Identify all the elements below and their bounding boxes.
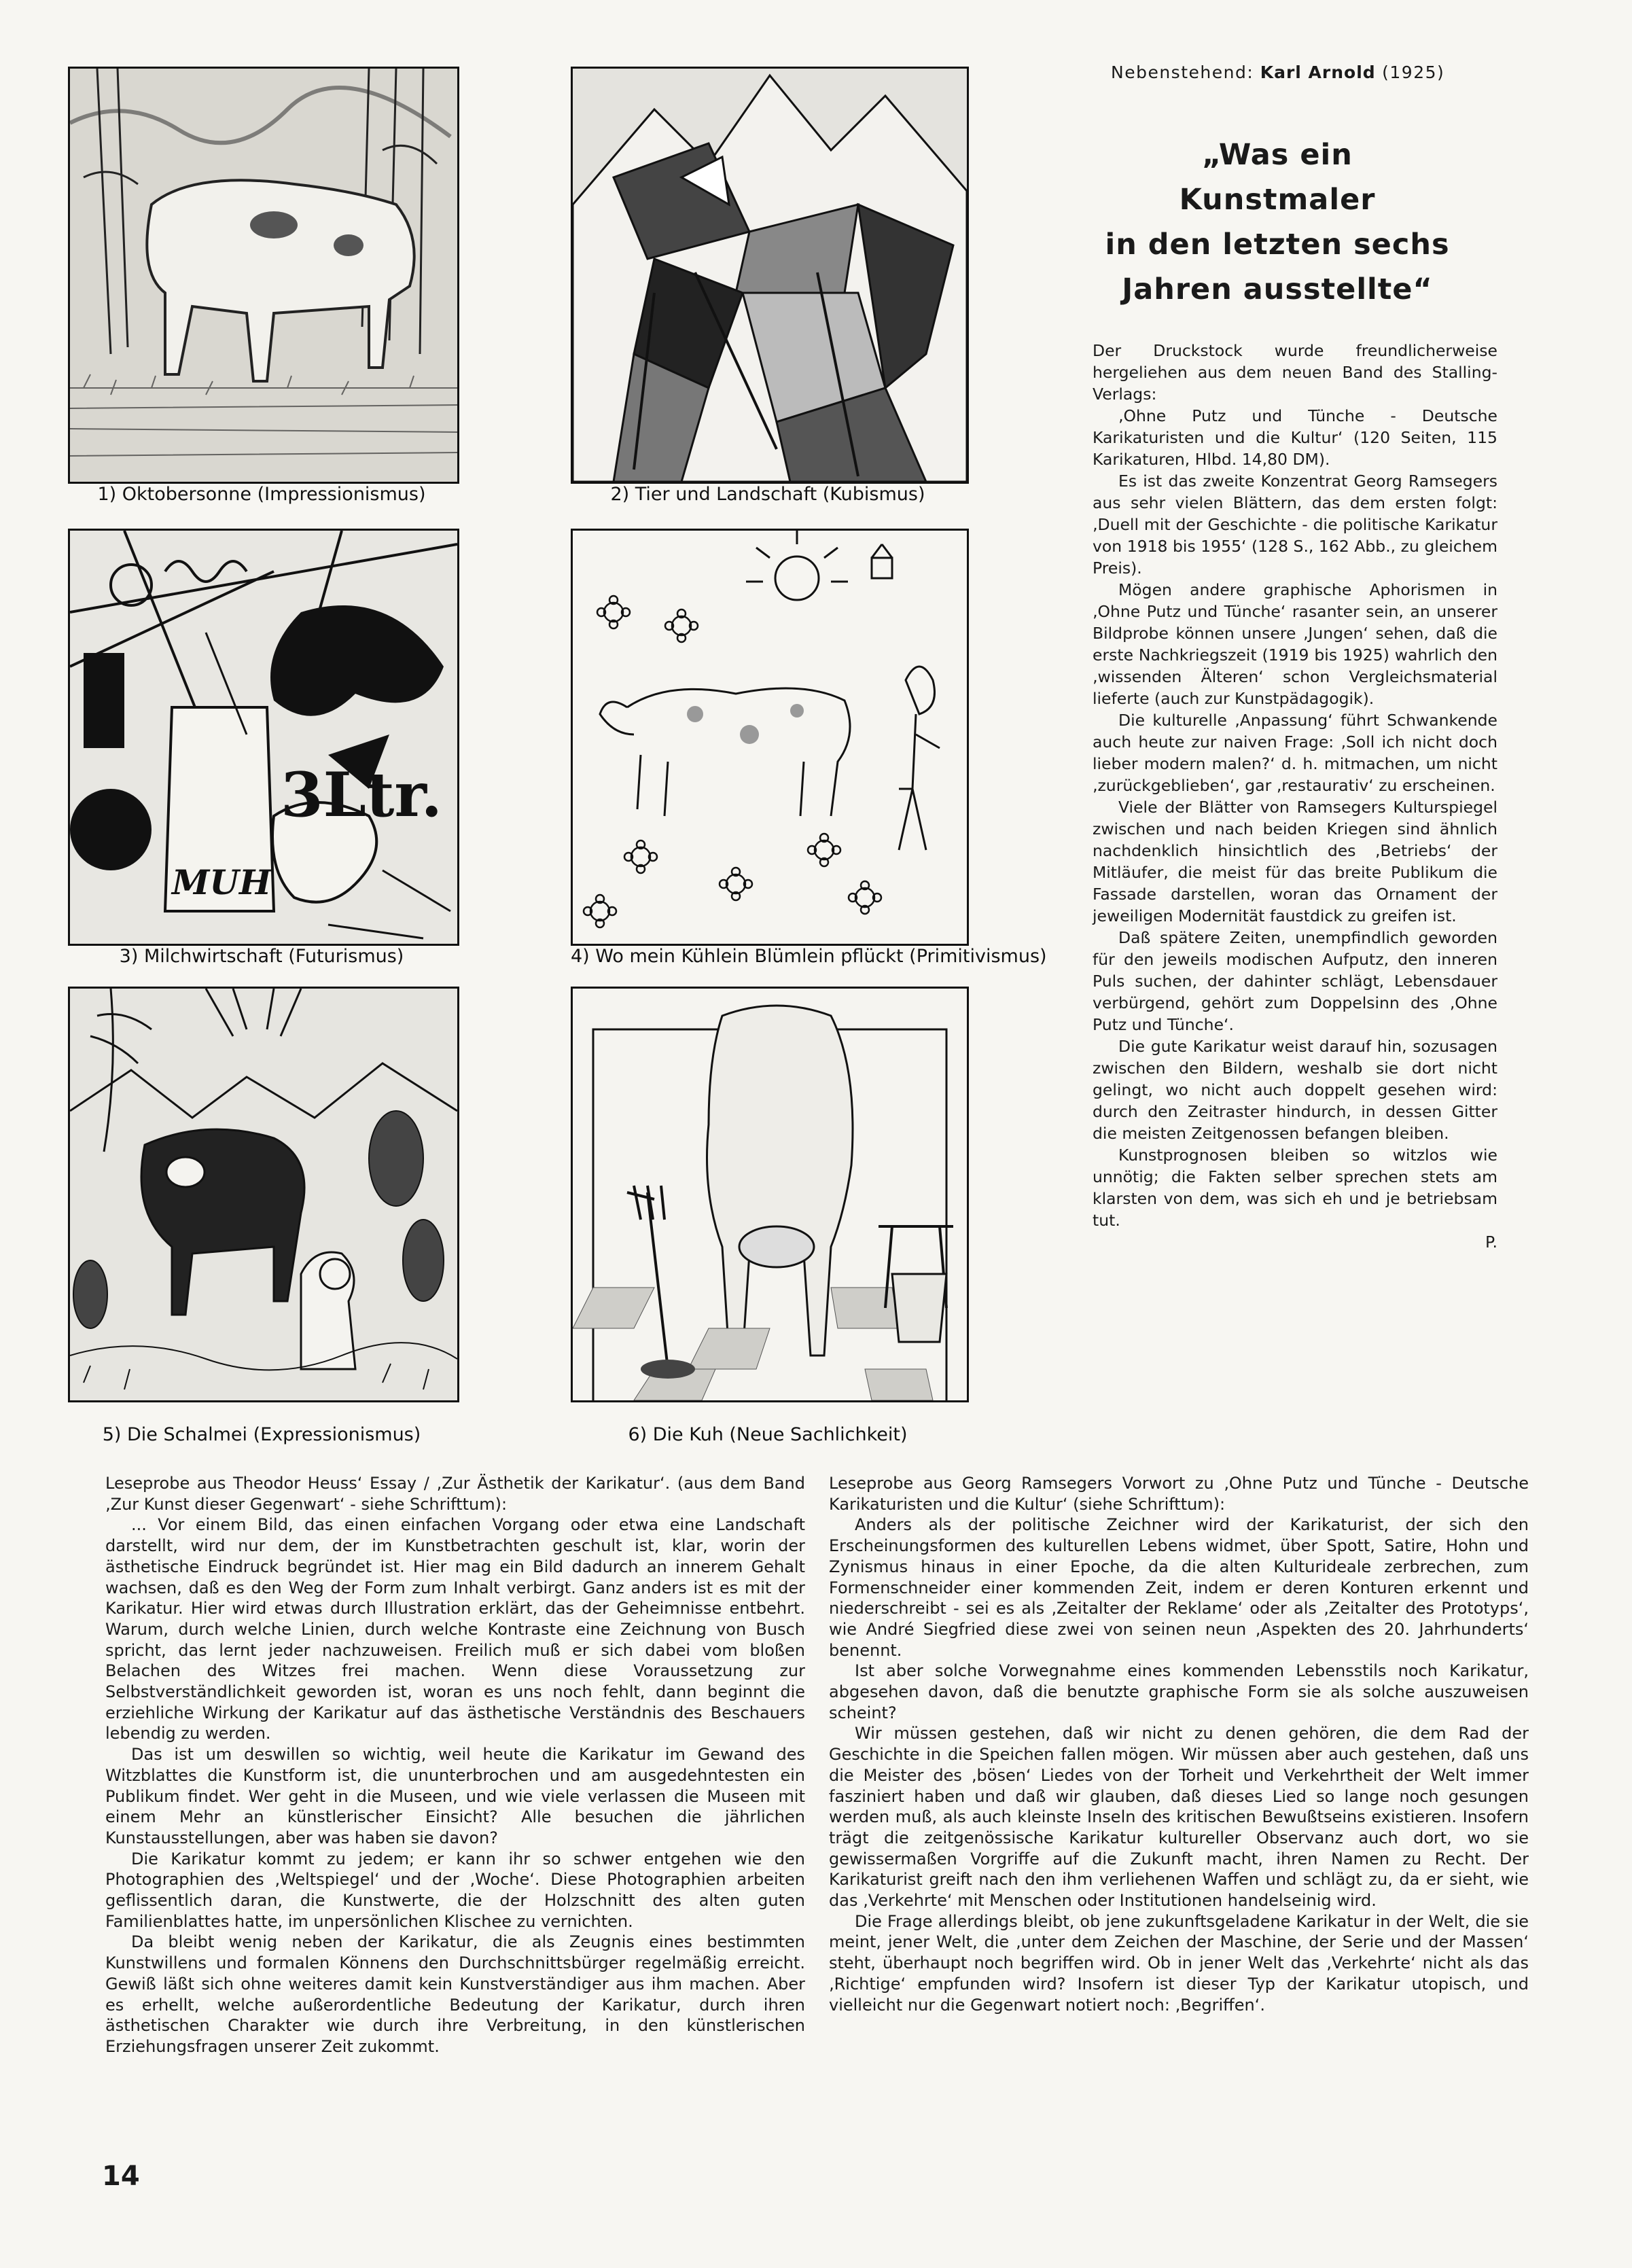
side-paragraph: Die kulturelle ‚Anpassung‘ führt Schwankende auch heute zur naiven Frage: ‚Soll ich nicht doch lieber modern malen?‘ d. h. mitmachen, um nicht ‚zurückgeblieben‘, gar ‚restaurativ‘ zu erscheinen.: [1093, 711, 1497, 795]
panel-4-primitivism: [571, 529, 969, 946]
side-paragraph: Kunstprognosen bleiben so witzlos wie unnötig; die Fakten selber sprechen stets am klarsten von dem, was sich eh und je betriebsam tut.: [1093, 1146, 1497, 1230]
right-paragraph: Anders als der politische Zeichner wird der Karikaturist, der sich den Erscheinungsformen des kulturellen Lebens widmet, über Spott, Satire, Hohn und Zynismus hinaus in einer Epoche, da die alten Kulturideale zerbrechen, zum Formenschneider einer kommenden Zeit, indem er deren Konturen erkennt und niederschreibt - sei es als ‚Zeitalter der Reklame‘ oder als ‚Zeitalter des Prototyps‘, wie André Siegfried diese zwei von seinen neun ‚Aspekten des 20. Jahrhunderts‘ benennt.: [829, 1515, 1529, 1660]
left-paragraph: Da bleibt wenig neben der Karikatur, die als Zeugnis eines bestimmten Kunstwillens und formalen Könnens den Durchschnittsbürger regelmäßig erreicht. Gewiß läßt sich ohne weiteres damit kein Kunstverständiger aus ihm machen. Aber es erhellt, welche außerordentliche Bedeutung der Karikatur, durch ihren ästhetischen Charakter wie durch ihre Verbreitung, in den künstlerischen Erziehungsfragen unserer Zeit zukommt.: [105, 1932, 805, 2056]
impressionist-cow-illustration: [70, 69, 457, 482]
panel-3-caption: 3) Milchwirtschaft (Futurismus): [119, 946, 404, 967]
panel-6-caption: 6) Die Kuh (Neue Sachlichkeit): [628, 1424, 908, 1445]
cubist-cow-illustration: [573, 69, 967, 482]
panel-5-expressionism: [68, 987, 459, 1402]
side-paragraph: Daß spätere Zeiten, unempfindlich geworden für den jeweils modischen Aufputz, den inneren Puls suchen, der dahinter schlägt, Lebensdauer verbürgend, gehört zum Doppelsinn des ‚Ohne Putz und Tünche‘.: [1093, 928, 1497, 1034]
panel-3-futurism: [68, 529, 459, 946]
right-paragraph: Leseprobe aus Georg Ramsegers Vorwort zu ‚Ohne Putz und Tünche - Deutsche Karikaturisten und die Kultur‘ (siehe Schrifttum):: [829, 1474, 1529, 1514]
left-paragraph: ... Vor einem Bild, das einen einfachen Vorgang oder etwa eine Landschaft darstellt, wird nur dem, der im Kunstbetrachten geschult ist, klar, worin der ästhetische Eindruck begründet ist. Hier mag ein Bild dadurch an innerem Gehalt wachsen, daß es den Weg der Form zum Inhalt verbirgt. Ganz anders ist es mit der Karikatur. Hier wird etwas durch Illustration erklärt, das der Geheimnisse entbehrt. Warum, durch welche Linien, durch welche Kontraste eine Zeichnung von Busch spricht, das lernt jeder nachzuweisen. Freilich muß er sich dabei vom bloßen Belachen des Witzes frei machen. Wenn diese Voraussetzung zur Selbstverständlichkeit geworden ist, woran es uns noch fehlt, dann beginnt die erziehliche Wirkung der Karikatur auf das ästhetische Verständnis des Beschauers lebendig zu werden.: [105, 1515, 805, 1743]
futurism-liter-text: 3Ltr.: [281, 759, 442, 831]
credit-artist: Karl Arnold: [1260, 63, 1376, 82]
panel-1-caption: 1) Oktobersonne (Impressionismus): [97, 484, 426, 505]
credit-prefix: Nebenstehend:: [1111, 63, 1254, 82]
side-column: [1093, 340, 1497, 1253]
panel-6-neue-sachlichkeit: [571, 987, 969, 1402]
headline-line-2: in den letzten sechs: [1105, 228, 1450, 262]
sachlich-cow-illustration: [573, 989, 967, 1400]
side-paragraph: ‚Ohne Putz und Tünche - Deutsche Karikaturisten und die Kultur‘ (120 Seiten, 115 Karikaturen, Hlbd. 14,80 DM).: [1093, 406, 1497, 469]
left-column: [105, 1473, 805, 2057]
right-column: [829, 1473, 1529, 2015]
side-signature-row: [1093, 1231, 1497, 1253]
side-paragraph: Der Druckstock wurde freundlicherweise hergeliehen aus dem neuen Band des Stalling-Verlags:: [1093, 341, 1497, 404]
panel-4-caption: 4) Wo mein Kühlein Blümlein pflückt (Primitivismus): [571, 946, 1047, 967]
side-signature: P.: [1485, 1233, 1497, 1252]
credit-year: (1925): [1382, 63, 1445, 82]
left-paragraph: Die Karikatur kommt zu jedem; er kann ihr so schwer entgehen wie den Photographien des ‚Weltspiegel‘ und der ‚Woche‘. Diese Photographien arbeiten geflissentlich daran, die Kunstwerte, die der Holzschnitt des alten guten Familienblattes hatte, im unpersönlichen Klischee zu vernichten.: [105, 1849, 805, 1931]
headline-line-1: „Was ein Kunstmaler: [1179, 138, 1376, 217]
headline-line-3: Jahren ausstellte“: [1122, 272, 1433, 306]
left-paragraph: Das ist um deswillen so wichtig, weil heute die Karikatur im Gewand des Witzblattes die Kunstform ist, die ununterbrochen und am ausgedehntesten ein Publikum findet. Wer geht in die Museen, und wie viele verlassen die Museen mit einem Mehr an künstlerischer Einsicht? Alle besuchen die jährlichen Kunstausstellungen, aber was haben sie davon?: [105, 1745, 805, 1847]
header-credit: [1111, 63, 1444, 82]
futurism-muh-text: MUH: [172, 862, 272, 902]
right-paragraph: Wir müssen gestehen, daß wir nicht zu denen gehören, die dem Rad der Geschichte in die Speichen fallen mögen. Wir müssen aber auch gestehen, daß uns die Meister des ‚bösen‘ Liedes von der Torheit und Verkehrtheit der Welt immer fasziniert haben und daß wir glauben, daß dieses Lied so lange noch gesungen werden muß, als auch kleinste Inseln des kritischen Bewußtseins existieren. Insofern trägt die zeitgenössische Karikatur kultureller Observanz auch dort, wo sie gewissermaßen Vorgriffe auf die Zukunft macht, ihren Namen zu Recht. Der Karikaturist greift nach den ihm verliehenen Waffen und schlägt zu, da er sieht, wie das ‚Verkehrte‘ mit Menschen oder Institutionen handelseinig wird.: [829, 1724, 1529, 1911]
expressionist-cow-illustration: [70, 989, 457, 1400]
primitivist-cow-illustration: [573, 531, 967, 944]
panel-5-caption: 5) Die Schalmei (Expressionismus): [102, 1424, 421, 1445]
side-paragraph: Es ist das zweite Konzentrat Georg Ramsegers aus sehr vielen Blättern, das dem ersten folgt: ‚Duell mit der Geschichte - die politische Karikatur von 1918 bis 1955‘ (128 S., 162 Abb., zu gleichem Preis).: [1093, 472, 1497, 578]
panel-2-cubism: [571, 67, 969, 484]
side-paragraph: Viele der Blätter von Ramsegers Kulturspiegel zwischen und nach beiden Kriegen sind ähnlich nachdenklich hinsichtlich des ‚Betriebs‘ der Mitläufer, die meist für das breite Publikum die Fassade darstellen, woran das Ornament der jeweiligen Modernität faustdick zu greifen ist.: [1093, 798, 1497, 925]
futurist-milk-illustration: [70, 531, 457, 944]
page-number: 14: [102, 2161, 140, 2192]
panel-2-caption: 2) Tier und Landschaft (Kubismus): [610, 484, 925, 505]
left-paragraph: Leseprobe aus Theodor Heuss‘ Essay / ‚Zur Ästhetik der Karikatur‘. (aus dem Band ‚Zur Kunst dieser Gegenwart‘ - siehe Schrifttum):: [105, 1474, 805, 1514]
panel-1-impressionism: [68, 67, 459, 484]
right-paragraph: Die Frage allerdings bleibt, ob jene zukunftsgeladene Karikatur in der Welt, die sie meint, jener Welt, die ‚unter dem Zeichen der Maschine, der Serie und der Massen‘ steht, überhaupt noch begriffen wird. Ob in jener Welt das ‚Verkehrte‘ nicht als das ‚Richtige‘ empfunden wird? Insofern ist dieser Typ der Karikatur utopisch, und vielleicht nur die Gegenwart notiert noch: ‚Begriffen‘.: [829, 1911, 1529, 2015]
right-paragraph: Ist aber solche Vorwegnahme eines kommenden Lebensstils noch Karikatur, abgesehen davon, daß die benutzte graphische Form sie als solche auszuweisen scheint?: [829, 1661, 1529, 1722]
side-paragraph: Die gute Karikatur weist darauf hin, sozusagen zwischen den Bildern, weshalb sie dort nicht gelingt, wo nicht auch doppelt gesehen wird: durch den Zeitraster hindurch, in dessen Gitter die meisten Zeitgenossen befangen bleiben.: [1093, 1037, 1497, 1143]
headline: [1101, 132, 1454, 312]
side-paragraph: Mögen andere graphische Aphorismen in ‚Ohne Putz und Tünche‘ rasanter sein, an unserer Bildprobe können unsere ‚Jungen‘ sehen, daß die erste Nachkriegszeit (1919 bis 1925) wahrlich den ‚wissenden Älteren‘ schon Vergleichsmaterial lieferte (auch zur Kunstpädagogik).: [1093, 580, 1497, 708]
